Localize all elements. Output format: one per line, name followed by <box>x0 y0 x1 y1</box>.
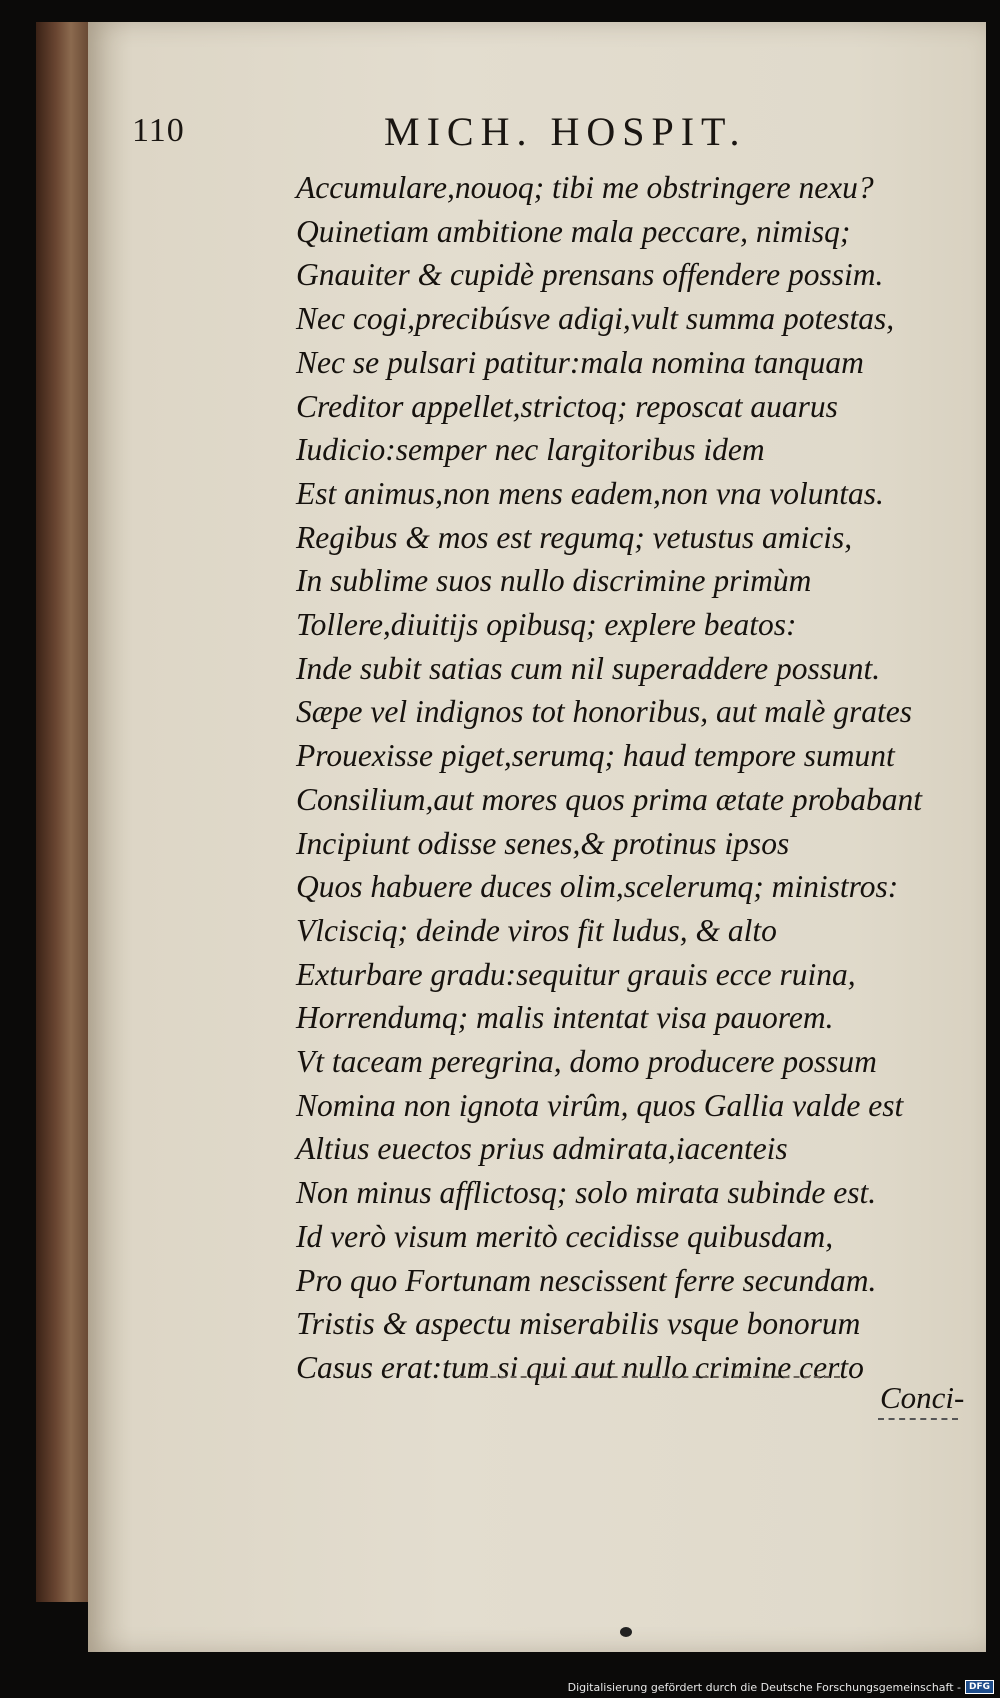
verse-line: Incipiunt odisse senes,& protinus ipsos <box>296 825 790 861</box>
verse-line: Gnauiter & cupidè prensans offendere possim. <box>296 257 884 293</box>
verse-line: In sublime suos nullo discrimine primùm <box>296 563 812 599</box>
verse-line: Accumulare,nouoq; tibi me obstringere nexu? <box>296 170 874 205</box>
credit-text: Digitalisierung gefördert durch die Deutsche Forschungsgemeinschaft - <box>567 1680 961 1694</box>
verse-line: Inde subit satias cum nil superaddere possunt. <box>296 650 881 686</box>
verse-line: Pro quo Fortunam nescissent ferre secundam. <box>296 1262 877 1298</box>
catchword: Conci- <box>880 1380 965 1415</box>
verse-line: Horrendumq; malis intentat visa pauorem. <box>296 1000 834 1036</box>
verse-line: Nec se pulsari patitur:mala nomina tanquam <box>296 344 864 380</box>
verse-line: Id verò visum meritò cecidisse quibusdam, <box>296 1218 834 1254</box>
verse-line: Prouexisse piget,serumq; haud tempore sumunt <box>296 738 895 774</box>
verse-line: Regibus & mos est regumq; vetustus amicis, <box>296 519 853 555</box>
verse-line: Vt taceam peregrina, domo producere possum <box>296 1044 877 1080</box>
book-edge <box>36 22 94 1602</box>
dfg-logo-icon: DFG <box>965 1680 994 1694</box>
running-title: MICH. HOSPIT. <box>384 109 747 154</box>
catchword-underline <box>878 1418 958 1420</box>
verse-line: Tollere,diuitijs opibusq; explere beatos: <box>296 607 797 643</box>
verse-line: Vlcisciq; deinde viros fit ludus, & alto <box>296 912 777 948</box>
verse-line: Nec cogi,precibúsve adigi,vult summa potestas, <box>296 301 895 337</box>
verse-line: Quinetiam ambitione mala peccare, nimisq; <box>296 213 851 249</box>
verse-line: Tristis & aspectu miserabilis vsque bonorum <box>296 1306 861 1342</box>
digitization-credit <box>568 1680 994 1694</box>
ink-mark <box>620 1627 632 1637</box>
verse-line: Exturbare gradu:sequitur grauis ecce ruina, <box>296 956 856 992</box>
page-number: 110 <box>132 112 185 149</box>
verse-line: Nomina non ignota virûm, quos Gallia valde est <box>296 1087 904 1123</box>
verse-text <box>296 166 976 1390</box>
verse-line: Creditor appellet,strictoq; reposcat auarus <box>296 388 838 424</box>
verse-line: Sæpe vel indignos tot honoribus, aut malè grates <box>296 694 912 730</box>
verse-line: Iudicio:semper nec largitoribus idem <box>296 432 765 468</box>
verse-line: Altius euectos prius admirata,iacenteis <box>296 1131 788 1167</box>
verse-line: Consilium,aut mores quos prima ætate probabant <box>296 781 922 817</box>
verse-line: Est animus,non mens eadem,non vna voluntas. <box>296 475 884 511</box>
text-underline <box>460 1376 840 1378</box>
verse-line: Casus erat:tum si qui aut nullo crimine certo <box>296 1349 864 1385</box>
verse-line: Quos habuere duces olim,scelerumq; ministros: <box>296 869 899 905</box>
verse-line: Non minus afflictosq; solo mirata subinde est. <box>296 1175 877 1211</box>
